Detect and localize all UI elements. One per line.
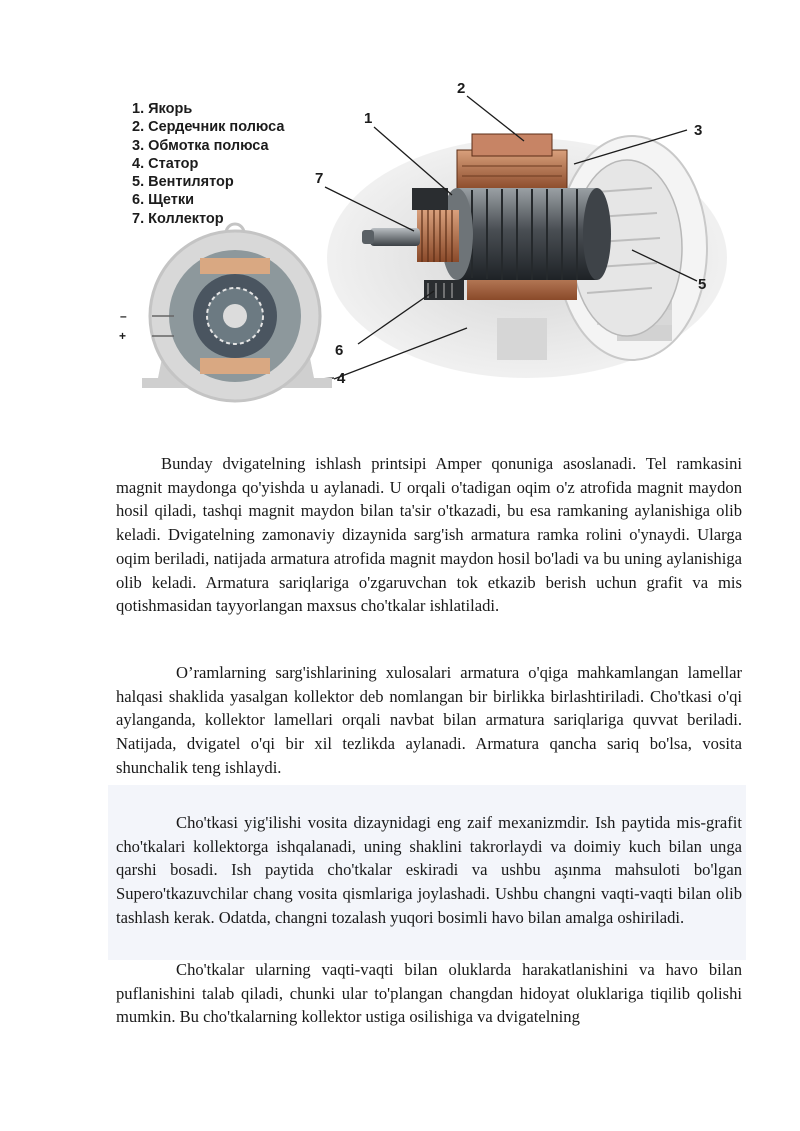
polarity-plus: +: [119, 329, 127, 343]
paragraph-4: [116, 958, 742, 1029]
polarity-minus: –: [120, 309, 127, 323]
pole-core-winding: [457, 134, 567, 190]
paragraph-1: [116, 452, 742, 618]
callout-7: 7: [315, 170, 324, 187]
legend-item: 4. Статор: [132, 155, 199, 172]
legend-item: 5. Вентилятор: [132, 174, 234, 191]
paragraph-text: Bunday dvigatelning ishlash printsipi Amper qonuniga asoslanadi. Tel ramkasini magnit maydonga qo'yishda u aylanadi. U orqali o'tadigan oqim o'z atrofida magnit maydon hosil qiladi, tashqi magnit maydon bilan ta'sir o'tkazadi, bu esa ramkaning aylanishiga olib keladi. Dvigatelning zamonaviy dizaynida sarg'ish armatura ramka rolini o'ynaydi. Ularga oqim beriladi, natijada armatura atrofida magnit maydon hosil bo'ladi va bu uning aylanishiga olib keladi. Armatura sariqlariga o'zgaruvchan tok etkazib berish uchun grafit va mis qotishmasidan tayyorlangan maxsus cho'tkalar ishlatiladi.: [116, 454, 742, 616]
callout-2: 2: [457, 80, 466, 97]
armature: [441, 188, 611, 280]
paragraph-text: Cho'tkalar ularning vaqti-vaqti bilan oluklarda harakatlanishini va havo bilan puflanishini talab qiladi, chunki ular to'plangan changdan hidoyat oluklariga tiqilib qolishi mumkin. Bu cho'tkalarning kollektor ustiga osilishiga va dvigatelning: [116, 960, 742, 1027]
paragraph-2: [116, 661, 742, 780]
motor-figure: [112, 78, 742, 423]
legend-item: 1. Якорь: [132, 101, 193, 117]
callout-4: 4: [337, 370, 346, 387]
legend-item: 6. Щетки: [132, 192, 195, 209]
callout-6: 6: [335, 342, 344, 359]
paragraph-text: Cho'tkasi yig'ilishi vosita dizaynidagi eng zaif mexanizmdir. Ish paytida mis-grafit cho'tkalari kollektorga ishqalanadi, uning shaklini takrorlaydi va doimiy kuch bilan unga qarshi bosadi. Ish paytida cho'tkalar eskiradi va ushbu aşınma mahsuloti bo'lgan Supero'tkazuvchilar chang vosita qismlariga joylashadi. Ushbu changni vaqti-vaqti bilan olib tashlash kerak. Odatda, changni tozalash yuqori bosimli havo bilan amalga oshiriladi.: [116, 813, 742, 927]
callout-3: 3: [694, 122, 703, 139]
legend-item: 3. Обмотка полюса: [132, 137, 269, 154]
callout-1: 1: [364, 110, 373, 127]
paragraph-text: O’ramlarning sarg'ishlarining xulosalari armatura o'qiga mahkamlangan lamellar halqasi shaklida yasalgan kollektor deb nomlangan bir birlikka birlashtiriladi. Cho'tkasi o'qi aylanganda, kollektor lamellari orqali navbat bilan armatura sariqlariga quvvat beriladi. Natijada, dvigatel o'qi bir xil tezlikda aylanadi. Armatura qancha sariq bo'lsa, vosita shunchalik teng ishlaydi.: [116, 663, 742, 777]
cross-section: [142, 224, 332, 401]
shaft: [362, 228, 420, 246]
legend-item: 7. Коллектор: [132, 210, 224, 227]
callout-5: 5: [698, 276, 707, 293]
legend-item: 2. Сердечник полюса: [132, 119, 285, 136]
legend: [132, 100, 284, 228]
paragraph-3: [116, 811, 742, 930]
